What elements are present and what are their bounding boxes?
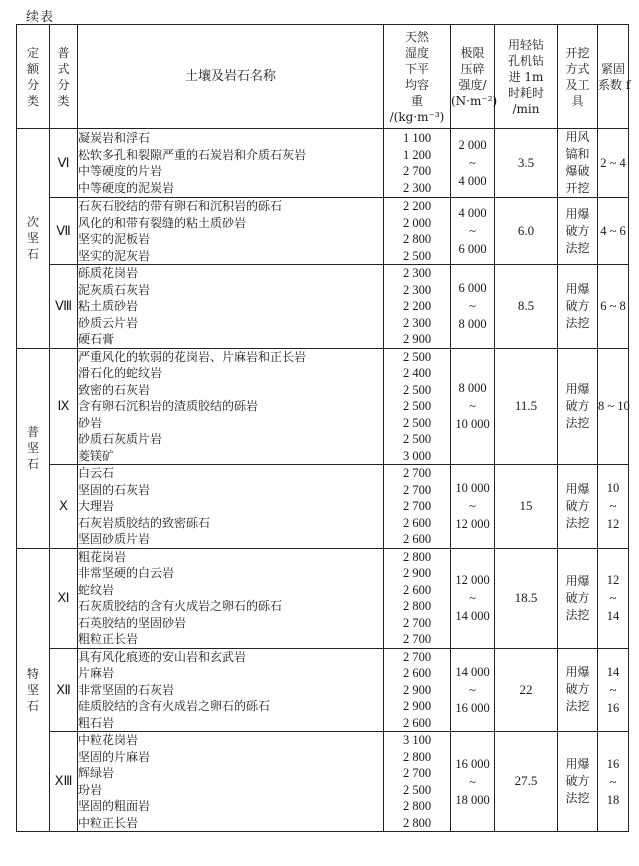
text-line: 重 [410, 93, 423, 108]
text-line: 天然 [404, 29, 429, 44]
text-line: 坚固的粗面岩 [78, 799, 151, 813]
text-line: ~ [469, 299, 476, 314]
category-cell [17, 129, 50, 349]
text-line: 2 500 [402, 248, 432, 263]
coefficient-cell [598, 265, 629, 349]
text-line: ~ [469, 499, 476, 514]
text-line: 2 500 [402, 432, 432, 446]
text-line: 凝炭岩和浮石 [78, 131, 151, 145]
rock-names-cell [78, 732, 384, 832]
strength-cell [451, 732, 495, 832]
text-line: 非常坚硬的白云岩 [78, 566, 175, 580]
text-line: 坚实的泥板岩 [78, 232, 151, 246]
grade-cell: Ⅻ [50, 648, 78, 732]
density-cell [384, 465, 451, 549]
text-line: 风化的和带有裂缝的粘土质砂岩 [78, 215, 247, 230]
text-line: 14 [606, 609, 620, 623]
coefficient-cell [598, 465, 629, 549]
text-line: 12 000 [455, 517, 490, 532]
text-line: 2 000 [402, 215, 432, 230]
text-line: 含有卵石沉积岩的渣质胶结的砾岩 [78, 399, 259, 413]
coefficient-cell [598, 129, 629, 198]
method-cell [558, 348, 598, 465]
text-line: 2 300 [402, 180, 432, 195]
density-cell [384, 265, 451, 349]
text-line: 2 900 [402, 332, 432, 346]
text-line: 用爆 [565, 757, 590, 771]
strength-cell [451, 129, 495, 198]
grade-cell: Ⅺ [50, 548, 78, 648]
text-line: 破方 [565, 398, 590, 413]
text-line: 16 [606, 700, 620, 715]
text-line: 具 [571, 93, 584, 108]
drill-time-cell: 11.5 [495, 348, 558, 465]
text-line: 用风 [565, 130, 590, 144]
text-line: 法挖 [565, 607, 590, 622]
text-line: 开挖 [565, 45, 590, 60]
text-line: 孔机钻 [507, 53, 544, 68]
text-line: 2 000 [458, 138, 487, 152]
text-line: 2 200 [402, 299, 432, 313]
text-line: 法挖 [565, 415, 590, 430]
text-line: 非常坚固的石灰岩 [78, 682, 175, 697]
text-line: 2 700 [402, 482, 432, 497]
method-cell [558, 465, 598, 549]
category-cell [17, 548, 50, 832]
text-line: ~ [469, 399, 476, 414]
text-line: 中等硬度的片岩 [78, 164, 163, 178]
text-line: 2 500 [402, 782, 432, 797]
text-line: 10 [606, 481, 620, 496]
text-line: 2 900 [402, 682, 432, 697]
table-caption: 续表 [26, 10, 55, 25]
text-line: ~ [469, 591, 476, 605]
header-coefficient [598, 25, 629, 129]
text-line: 坚实的泥灰岩 [78, 248, 151, 263]
text-line: 辉绿岩 [78, 766, 115, 780]
text-line: 爆破 [565, 164, 590, 178]
text-line: 用爆 [565, 573, 590, 588]
category-cell [17, 348, 50, 548]
text-line: 2 600 [402, 666, 432, 680]
drill-time-cell: 15 [495, 465, 558, 549]
text-line: 2 800 [402, 232, 432, 246]
text-line: 8 000 [458, 317, 487, 332]
density-cell [384, 348, 451, 465]
text-line: 用爆 [565, 481, 590, 496]
text-line: /min [512, 101, 540, 116]
text-line: 硬石膏 [78, 332, 115, 346]
table-row [17, 732, 629, 832]
text-line: 12 [606, 573, 620, 587]
text-line: 14 000 [455, 664, 490, 679]
grade-cell: Ⅷ [50, 265, 78, 349]
text-line: ~ [609, 591, 617, 605]
strength-cell [451, 648, 495, 732]
table-row [17, 548, 629, 648]
text-line: 粗粒正长岩 [78, 632, 139, 646]
text-line: 16 [606, 756, 620, 771]
text-line: 法挖 [565, 315, 590, 330]
text-line: 破方 [565, 223, 590, 238]
category-label: 普坚石 [26, 424, 39, 471]
coefficient-cell [598, 348, 629, 465]
method-cell [558, 548, 598, 648]
method-cell [558, 129, 598, 198]
method-cell [558, 265, 598, 349]
text-line: 8 000 [458, 381, 487, 396]
text-line: 松软多孔和裂隙严重的石炭岩和介质石灰岩 [78, 147, 307, 162]
text-line: 16 000 [455, 756, 490, 771]
text-line: 镐和 [565, 147, 590, 161]
text-line: 2 700 [402, 499, 432, 513]
grade-cell: Ⅸ [50, 348, 78, 465]
table-body [17, 129, 629, 832]
text-line: 严重风化的软弱的花岗岩、片麻岩和正长岩 [78, 349, 307, 364]
grade-cell: ⅩⅢ [50, 732, 78, 832]
text-line: ~ [609, 499, 617, 514]
density-cell [384, 198, 451, 265]
strength-cell [451, 198, 495, 265]
text-line: 2 600 [402, 532, 432, 546]
table-row [17, 198, 629, 265]
text-line: 2 600 [402, 515, 432, 530]
header-density [384, 25, 451, 129]
text-line: 8 ~ 10 [598, 399, 630, 414]
text-line: 2 500 [402, 399, 432, 413]
text-line: 用爆 [565, 665, 590, 680]
method-cell [558, 198, 598, 265]
text-line: (N·m⁻²) [451, 93, 498, 108]
text-line: 粗石岩 [78, 715, 115, 730]
text-line: ~ [469, 224, 476, 238]
text-line: 1 200 [402, 147, 432, 162]
drill-time-cell: 27.5 [495, 732, 558, 832]
coefficient-cell [598, 648, 629, 732]
table-row [17, 648, 629, 732]
text-line: 蛇纹岩 [78, 582, 115, 597]
text-line: 2 600 [402, 715, 432, 730]
rock-names-cell [78, 648, 384, 732]
rock-names-cell [78, 348, 384, 465]
text-line: 10 000 [455, 417, 490, 432]
text-line: 2 500 [402, 415, 432, 430]
text-line: 致密的石灰岩 [78, 382, 151, 397]
text-line: /(kg·m⁻³) [389, 109, 445, 124]
density-cell [384, 129, 451, 198]
grade-cell: Ⅹ [50, 465, 78, 549]
text-line: 6 000 [458, 242, 487, 256]
method-cell [558, 732, 598, 832]
text-line: 2 700 [402, 164, 432, 178]
text-line: 2 900 [402, 566, 432, 580]
text-line: 2 300 [402, 315, 432, 330]
text-line: 破方 [565, 498, 590, 513]
text-line: 石灰质胶结的含有火成岩之卵石的砾石 [78, 599, 283, 613]
text-line: 2 700 [402, 649, 432, 664]
text-line: ~ [609, 682, 617, 697]
text-line: 14 [606, 664, 620, 679]
text-line: 3 100 [402, 733, 432, 747]
text-line: 破方 [565, 774, 590, 788]
text-line: 2 600 [402, 582, 432, 597]
text-line: 10 000 [455, 481, 490, 496]
text-line: 法挖 [565, 699, 590, 714]
text-line: 2 900 [402, 699, 432, 713]
drill-time-cell: 6.0 [495, 198, 558, 265]
strength-cell [451, 548, 495, 648]
coefficient-cell [598, 198, 629, 265]
text-line: 2 ~ 4 [600, 156, 626, 170]
text-line: 系数 f [598, 77, 631, 92]
drill-time-cell: 18.5 [495, 548, 558, 648]
text-line: 2 800 [402, 599, 432, 613]
table-row [17, 465, 629, 549]
text-line: 进 1m [508, 69, 544, 84]
text-line: 中等硬度的泥炭岩 [78, 180, 175, 195]
text-line: 坚固砂质片岩 [78, 532, 151, 546]
text-line: 2 500 [402, 382, 432, 397]
rock-names-cell [78, 198, 384, 265]
text-line: 具有风化痕迹的安山岩和玄武岩 [78, 649, 247, 664]
text-line: ~ [469, 774, 476, 789]
text-line: 2 700 [402, 632, 432, 646]
text-line: 方式 [565, 61, 590, 76]
text-line: 用爆 [565, 381, 590, 396]
drill-time-cell: 8.5 [495, 265, 558, 349]
text-line: 砂质石灰质片岩 [78, 432, 163, 446]
text-line: 2 700 [402, 466, 432, 480]
header-strength [451, 25, 498, 129]
grade-cell: Ⅶ [50, 198, 78, 265]
category-label: 特坚石 [26, 666, 39, 713]
rock-names-cell [78, 548, 384, 648]
text-line: 石灰石胶结的带有卵石和沉积岩的砾石 [78, 199, 283, 213]
header-name: 土壤及岩石名称 [78, 25, 384, 129]
text-line: 菱镁矿 [78, 448, 115, 463]
header-method [558, 25, 598, 129]
rock-names-cell [78, 465, 384, 549]
rock-names-cell [78, 265, 384, 349]
text-line: 6 000 [458, 281, 487, 296]
text-line: 2 300 [402, 266, 432, 280]
text-line: 2 700 [402, 766, 432, 780]
text-line: 强度/ [458, 77, 487, 92]
text-line: 砾质花岗岩 [78, 266, 139, 280]
text-line: 滑石化的蛇纹岩 [78, 366, 163, 380]
category-label: 次坚石 [26, 215, 39, 261]
text-line: 4 ~ 6 [600, 224, 626, 238]
text-line: 下平 [404, 61, 429, 76]
text-line: 砂质云片岩 [78, 315, 139, 330]
text-line: 片麻岩 [78, 666, 115, 680]
text-line: 破方 [565, 298, 590, 313]
text-line: 12 [606, 517, 620, 532]
text-line: 坚固的石灰岩 [78, 482, 151, 497]
text-line: 石英胶结的坚固砂岩 [78, 615, 187, 630]
drill-time-cell: 3.5 [495, 129, 558, 198]
text-line: 14 000 [455, 609, 490, 623]
coefficient-cell [598, 548, 629, 648]
text-line: 2 800 [402, 815, 432, 830]
text-line: 2 500 [402, 349, 432, 364]
text-line: 4 000 [458, 174, 487, 188]
text-line: 6 ~ 8 [600, 299, 626, 314]
text-line: 均容 [404, 77, 429, 92]
table-row [17, 129, 629, 198]
rock-classification-table [16, 24, 629, 832]
text-line: 2 200 [402, 199, 432, 213]
text-line: 用轻钻 [507, 37, 544, 52]
text-line: 1 100 [402, 131, 432, 145]
text-line: 用爆 [565, 206, 590, 221]
text-line: 12 000 [455, 573, 490, 587]
text-line: 极限 [460, 45, 485, 60]
text-line: 玢岩 [78, 782, 103, 797]
density-cell [384, 648, 451, 732]
text-line: 用爆 [565, 281, 590, 296]
text-line: 3 000 [402, 448, 432, 463]
text-line: 18 000 [455, 792, 490, 807]
text-line: 法挖 [565, 515, 590, 530]
text-line: 中粒花岗岩 [78, 733, 139, 747]
header-row [17, 25, 629, 129]
header-grade: 普式分类 [50, 25, 78, 129]
text-line: 坚固的片麻岩 [78, 749, 151, 764]
text-line: 粗花岗岩 [78, 549, 127, 564]
density-cell [384, 732, 451, 832]
text-line: 及工 [565, 77, 590, 92]
text-line: 大理岩 [78, 499, 115, 513]
strength-cell [451, 465, 495, 549]
table-row [17, 348, 629, 465]
text-line: 法挖 [565, 791, 590, 805]
text-line: 2 400 [402, 366, 432, 380]
strength-cell [451, 348, 495, 465]
text-line: 紧固 [600, 61, 625, 76]
text-line: 压碎 [460, 61, 485, 76]
text-line: 破方 [565, 590, 590, 605]
rock-names-cell [78, 129, 384, 198]
text-line: 石灰岩质胶结的致密砾石 [78, 515, 211, 530]
text-line: 2 700 [402, 615, 432, 630]
text-line: 粘土质砂岩 [78, 299, 139, 313]
text-line: 2 300 [402, 282, 432, 297]
text-line: 白云石 [78, 466, 115, 480]
text-line: 4 000 [458, 206, 487, 220]
text-line: ~ [609, 774, 617, 789]
density-cell [384, 548, 451, 648]
text-line: 2 800 [402, 799, 432, 813]
text-line: 2 800 [402, 549, 432, 564]
text-line: ~ [469, 682, 476, 697]
header-drill-time [495, 25, 558, 129]
text-line: 泥灰质石灰岩 [78, 282, 151, 297]
text-line: 时耗时 [507, 85, 544, 100]
text-line: 砂岩 [78, 415, 103, 430]
text-line: 湿度 [404, 45, 429, 60]
strength-cell [451, 265, 495, 349]
text-line: 2 800 [402, 749, 432, 764]
coefficient-cell [598, 732, 629, 832]
method-cell [558, 648, 598, 732]
text-line: 18 [606, 792, 620, 807]
text-line: 开挖 [565, 181, 590, 195]
text-line: ~ [469, 156, 476, 170]
text-line: 法挖 [565, 240, 590, 255]
grade-cell: Ⅵ [50, 129, 78, 198]
text-line: 16 000 [455, 700, 490, 715]
drill-time-cell: 22 [495, 648, 558, 732]
text-line: 硅质胶结的含有火成岩之卵石的砾石 [78, 699, 271, 713]
text-line: 破方 [565, 682, 590, 697]
text-line: 中粒正长岩 [78, 815, 139, 830]
table-row [17, 265, 629, 349]
header-category: 定额分类 [17, 25, 50, 129]
